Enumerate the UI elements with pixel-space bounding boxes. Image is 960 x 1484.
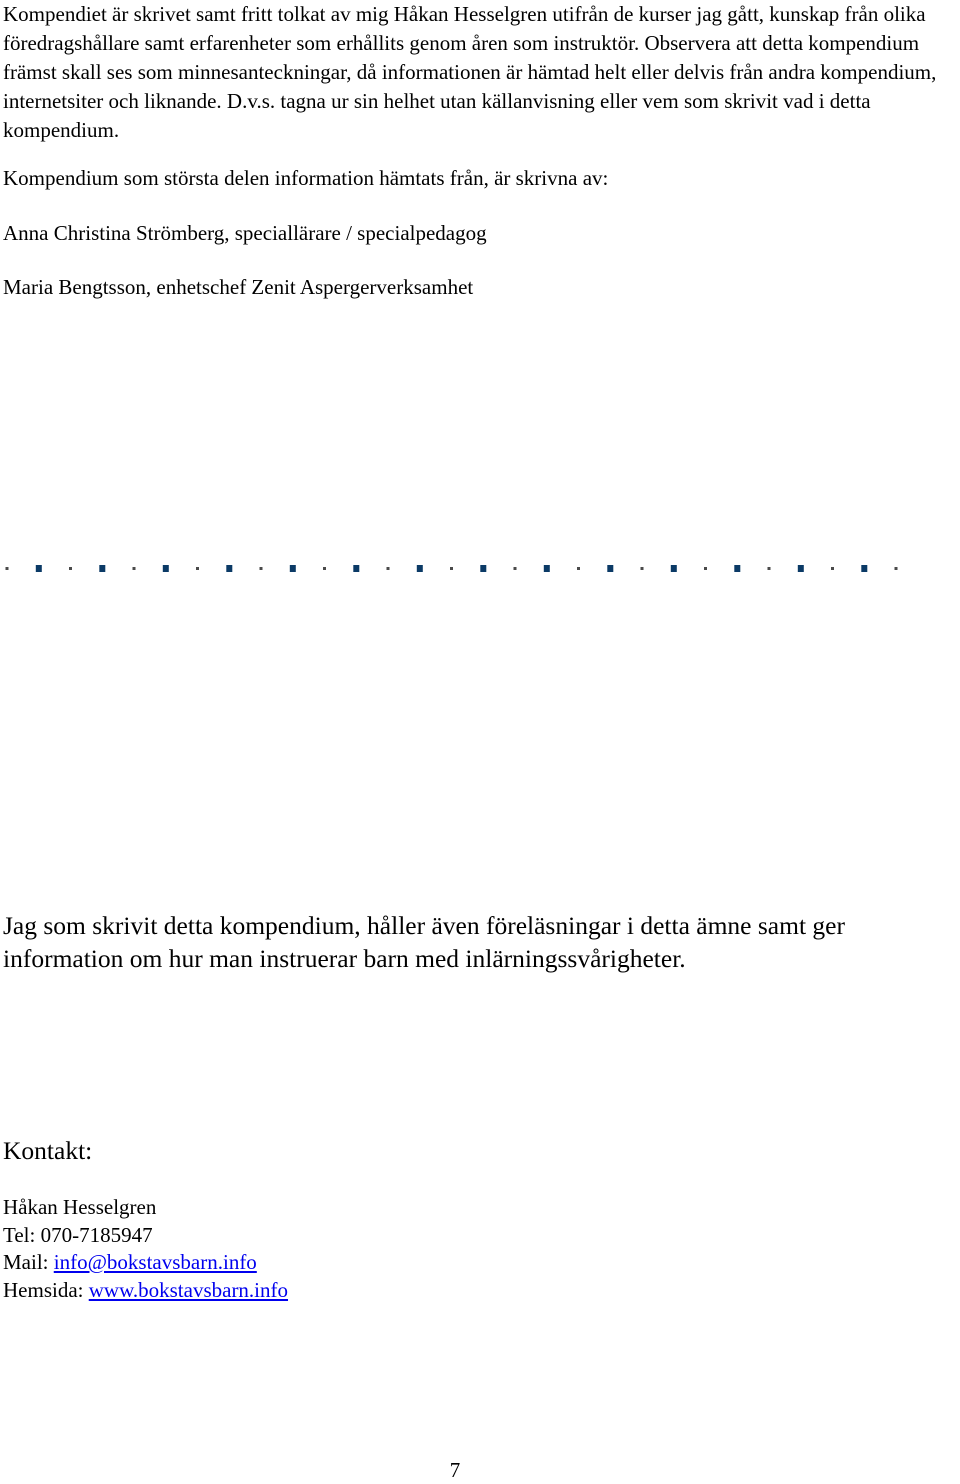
mail-label: Mail:	[3, 1250, 49, 1274]
divider-square	[417, 565, 423, 572]
contact-phone-row	[3, 1222, 288, 1250]
divider-square	[861, 565, 867, 572]
phone-number: 070-7185947	[40, 1222, 153, 1247]
divider-dot	[895, 567, 898, 570]
page-number: 7	[449, 1458, 461, 1482]
divider-square	[607, 565, 613, 572]
divider-square	[36, 565, 42, 572]
contact-heading: Kontakt:	[3, 1136, 93, 1165]
divider-square	[480, 565, 486, 572]
lecture-note: Jag som skrivit detta kompendium, håller även föreläsningar i detta ämne samt ger information om hur man instruerar barn med inlärningssvårigheter.	[3, 911, 845, 973]
divider-dot	[323, 567, 326, 570]
divider-dot	[831, 567, 834, 570]
divider-dot	[450, 567, 453, 570]
divider-dot	[6, 567, 9, 570]
author-item: Maria Bengtsson, enhetschef Zenit Aspergerverksamhet	[3, 275, 474, 299]
divider-dot	[196, 567, 199, 570]
contact-name: Håkan Hesselgren	[3, 1195, 157, 1219]
divider-dot	[641, 567, 644, 570]
divider-square	[99, 565, 105, 572]
divider-dot	[768, 567, 771, 570]
divider-dot	[577, 567, 580, 570]
contact-mail-row	[3, 1249, 288, 1277]
divider-square	[163, 565, 169, 572]
divider-dot	[133, 567, 136, 570]
divider-square	[544, 565, 550, 572]
divider-square	[671, 565, 677, 572]
web-label: Hemsida:	[3, 1277, 84, 1302]
divider-dot	[69, 567, 72, 570]
dotted-divider	[0, 562, 960, 576]
intro-paragraph: Kompendiet är skrivet samt fritt tolkat av mig Håkan Hesselgren utifrån de kurser jag gått, kunskap från olika föredragshållare samt erfarenheter som erhållits genom åren som instruktör. Observera att detta kompendium främst skall ses som minnesanteckningar, då informationen är hämtad helt eller delvis från andra kompendium, internetsiter och liknande. D.v.s. tagna ur sin helhet utan källanvisning eller vem som skrivit vad i detta kompendium.	[3, 2, 937, 142]
website-link[interactable]: www.bokstavsbarn.info	[88, 1277, 289, 1302]
divider-dot	[387, 567, 390, 570]
contact-block	[3, 1194, 288, 1304]
divider-dot	[514, 567, 517, 570]
divider-square	[798, 565, 804, 572]
sources-heading: Kompendium som största delen information hämtats från, är skrivna av:	[3, 166, 609, 190]
phone-label: Tel:	[3, 1222, 36, 1247]
mail-link[interactable]: info@bokstavsbarn.info	[53, 1250, 257, 1274]
author-item: Anna Christina Strömberg, speciallärare / specialpedagog	[3, 221, 487, 245]
divider-dot	[260, 567, 263, 570]
contact-web-row	[3, 1277, 288, 1305]
divider-dot	[704, 567, 707, 570]
divider-square	[290, 565, 296, 572]
divider-square	[226, 565, 232, 572]
divider-square	[353, 565, 359, 572]
divider-square	[734, 565, 740, 572]
